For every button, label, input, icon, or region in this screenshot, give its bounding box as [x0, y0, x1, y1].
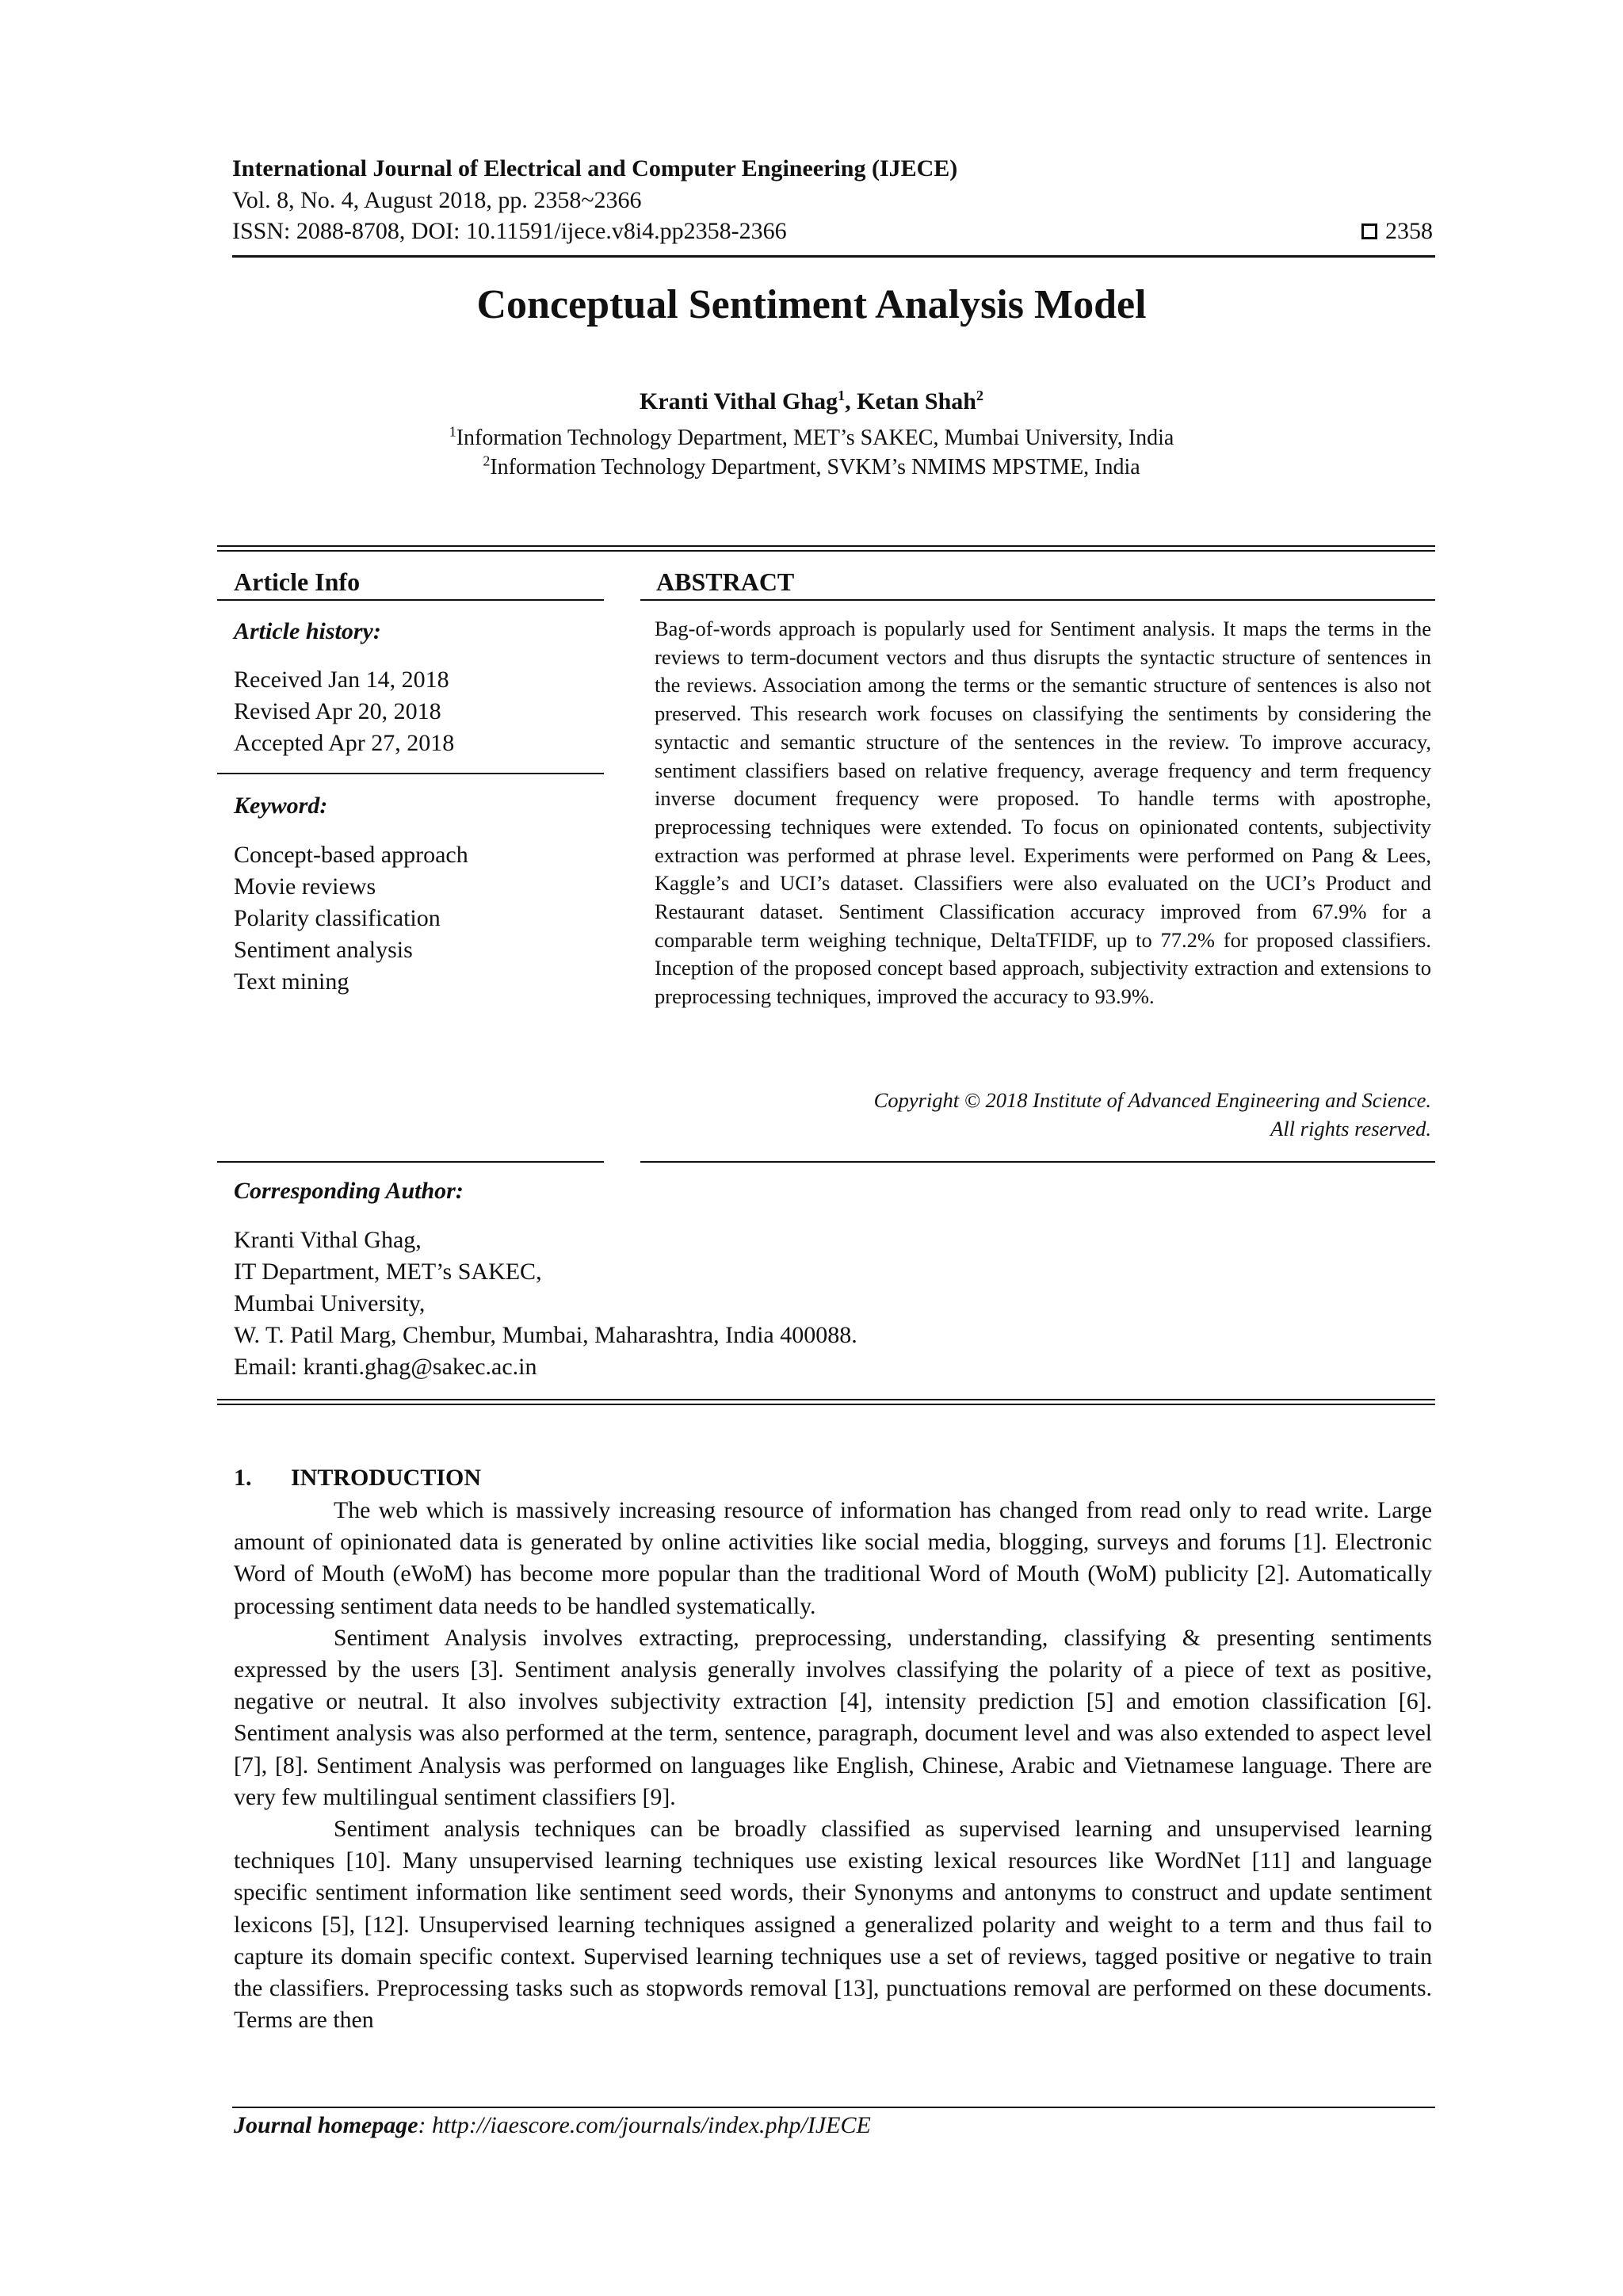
- author-separator: ,: [845, 388, 857, 415]
- abstract-text: Bag-of-words approach is popularly used for Sentiment analysis. It maps the terms in the reviews to term-document vectors and thus disrupts the syntactic structure of sentences in the reviews. Association among the terms or the semantic structure of sentences is also not preserved. This research work focuses on classifying the sentiments by considering the syntactic and semantic structure of the sentences in the review. To improve accuracy, sentiment classifiers based on relative frequency, average frequency and term frequency inverse document frequency were proposed. To handle terms with apostrophe, preprocessing techniques were extended. To focus on opinionated contents, subjectivity extraction was performed at phrase level. Experiments were performed on Pang & Lees, Kaggle’s and UCI’s dataset. Classifiers were also evaluated on the UCI’s Product and Restaurant dataset. Sentiment Classification accuracy improved from 67.9% for a comparable term weighing technique, DeltaTFIDF, up to 77.2% for proposed classifiers. Inception of the proposed concept based approach, subjectivity extraction and extensions to preprocessing techniques, improved the accuracy to 93.9%.: [655, 617, 1431, 1009]
- right-column-rule: [640, 599, 1435, 601]
- journal-volume: Vol. 8, No. 4, August 2018, pp. 2358~2366: [232, 187, 642, 213]
- keyword-item: Sentiment analysis: [234, 937, 413, 963]
- left-column-rule: [217, 1161, 604, 1163]
- page-number: 2358: [1385, 218, 1433, 244]
- copyright-line: All rights reserved.: [1270, 1117, 1431, 1140]
- introduction-body: [234, 1495, 1432, 2036]
- affiliation-text: Information Technology Department, MET’s SAKEC, Mumbai University, India: [456, 426, 1174, 450]
- history-date: Received Jan 14, 2018: [234, 667, 449, 693]
- keyword-list: [234, 839, 468, 998]
- header-rule: [232, 255, 1435, 258]
- keyword-item: Text mining: [234, 968, 349, 995]
- affiliation-2: [0, 455, 1623, 480]
- body-paragraph: Sentiment Analysis involves extracting, preprocessing, understanding, classifying & presenting sentiments expressed by the users [3]. Sentiment analysis generally involves classifying the polarity of a piece of text as positive, negative or neutral. It also involves subjectivity extraction [4], intensity prediction [5] and emotion classification [6]. Sentiment analysis was also performed at the term, sentence, paragraph, document level and was also extended to aspect level [7], [8]. Sentiment Analysis was performed on languages like English, Chinese, Arabic and Vietnamese language. There are very few multilingual sentiment classifiers [9].: [234, 1624, 1432, 1810]
- paper-title: Conceptual Sentiment Analysis Model: [476, 282, 1147, 327]
- section-heading-introduction: [234, 1465, 481, 1492]
- author-name: Kranti Vithal Ghag: [640, 388, 838, 415]
- copyright-line: Copyright © 2018 Institute of Advanced Engineering and Science.: [873, 1088, 1431, 1112]
- affiliation-sup: 2: [483, 453, 491, 469]
- corresponding-author-details: [234, 1224, 857, 1383]
- author-list: [0, 388, 1623, 415]
- corresponding-email: Email: kranti.ghag@sakec.ac.in: [234, 1354, 537, 1380]
- affiliation-1: [0, 423, 1623, 451]
- author-name: Ketan Shah: [857, 388, 976, 415]
- infobox-top-rule: [217, 545, 1435, 547]
- infobox-bottom-rule: [217, 1404, 1435, 1405]
- homepage-label: Journal homepage: [234, 2112, 418, 2138]
- section-title: INTRODUCTION: [291, 1465, 482, 1491]
- keyword-item: Polarity classification: [234, 905, 441, 931]
- corresponding-line: Kranti Vithal Ghag,: [234, 1227, 422, 1253]
- author-sup: 1: [838, 388, 846, 403]
- keyword-item: Concept-based approach: [234, 842, 468, 868]
- keyword-item: Movie reviews: [234, 873, 376, 900]
- corresponding-line: IT Department, MET’s SAKEC,: [234, 1259, 542, 1285]
- corresponding-line: Mumbai University,: [234, 1290, 426, 1316]
- history-date: Revised Apr 20, 2018: [234, 698, 441, 724]
- infobox-top-rule: [217, 550, 1435, 552]
- article-info-heading: Article Info: [234, 567, 361, 596]
- author-sup: 2: [976, 388, 983, 403]
- journal-issn-doi: ISSN: 2088-8708, DOI: 10.11591/ijece.v8i4.pp2358-2366: [232, 218, 787, 244]
- corresponding-line: W. T. Patil Marg, Chembur, Mumbai, Maharashtra, India 400088.: [234, 1322, 857, 1348]
- journal-homepage: [234, 2112, 871, 2139]
- body-paragraph: The web which is massively increasing resource of information has changed from read only to read write. Large amount of opinionated data is generated by online activities like social media, blogging, surveys and forums [1]. Electronic Word of Mouth (eWoM) has become more popular than the traditional Word of Mouth (WoM) publicity [2]. Automatically processing sentiment data needs to be handled systematically.: [234, 1497, 1432, 1619]
- checkbox-square-icon: [1361, 223, 1377, 239]
- infobox-bottom-rule: [217, 1399, 1435, 1400]
- corresponding-author-heading: Corresponding Author:: [234, 1178, 464, 1204]
- article-history-heading: Article history:: [234, 618, 381, 644]
- body-paragraph: Sentiment analysis techniques can be broadly classified as supervised learning and unsupervised learning techniques [10]. Many unsupervised learning techniques use existing lexical resources like WordNet [11] and language specific sentiment information like sentiment seed words, their Synonyms and antonyms to construct and update sentiment lexicons [5], [12]. Unsupervised learning techniques assigned a generalized polarity and weight to a term and thus fail to capture its domain specific context. Supervised learning techniques use a set of reviews, tagged positive or negative to train the classifiers. Preprocessing tasks such as stopwords removal [13], punctuations removal are performed on these documents. Terms are then: [234, 1816, 1432, 2034]
- keyword-heading: Keyword:: [234, 793, 328, 819]
- footer-rule: [232, 2107, 1435, 2108]
- right-column-rule: [640, 1161, 1435, 1163]
- article-history-list: [234, 664, 454, 759]
- left-column-rule: [217, 773, 604, 774]
- abstract-heading: ABSTRACT: [656, 567, 795, 596]
- affiliation-sup: 1: [449, 423, 456, 440]
- section-number: 1.: [234, 1465, 252, 1491]
- journal-name: International Journal of Electrical and Computer Engineering (IJECE): [232, 155, 958, 181]
- history-date: Accepted Apr 27, 2018: [234, 730, 455, 756]
- homepage-url[interactable]: : http://iaescore.com/journals/index.php/IJECE: [418, 2112, 871, 2138]
- left-column-rule: [217, 599, 604, 601]
- affiliation-text: Information Technology Department, SVKM’s NMIMS MPSTME, India: [490, 455, 1140, 479]
